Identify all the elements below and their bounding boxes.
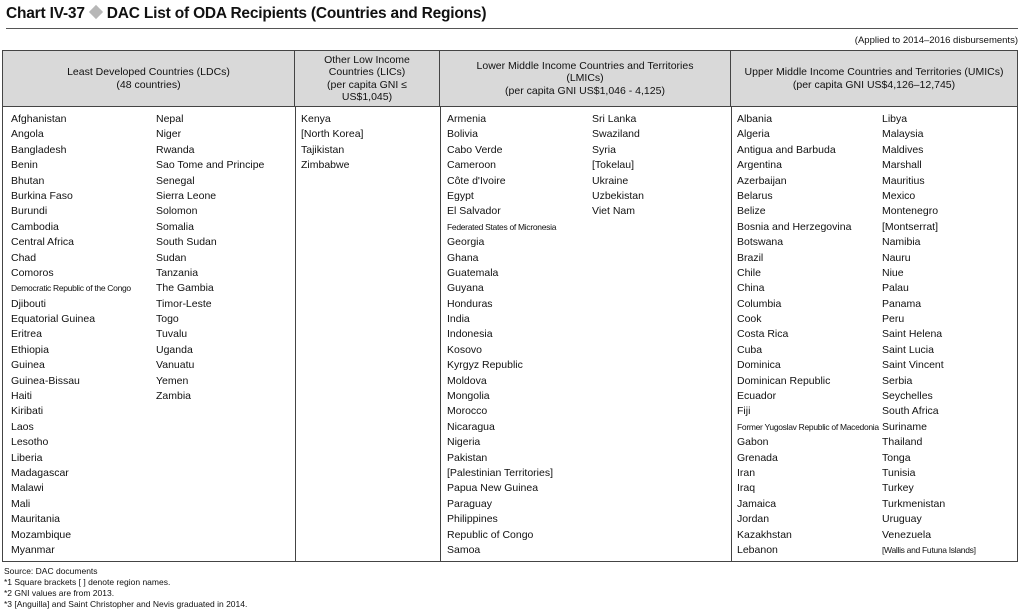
country-name: Albania (737, 113, 773, 125)
country-name: Burkina Faso (11, 189, 73, 202)
country-name: Somalia (156, 220, 194, 233)
country-name: Zambia (156, 390, 192, 403)
country-name: Nicaragua (447, 420, 495, 433)
lmic-column-1 (447, 112, 556, 558)
country-name: Palau (882, 282, 909, 295)
country-name: Belarus (737, 189, 773, 202)
country-name: Armenia (447, 113, 487, 125)
country-name: Togo (156, 313, 179, 326)
country-name: Kyrgyz Republic (447, 359, 523, 372)
country-name: Timor-Leste (156, 297, 212, 310)
country-name: Jordan (737, 513, 770, 526)
country-name: Ethiopia (11, 343, 49, 356)
country-name: Papua New Guinea (447, 482, 539, 495)
country-name: Cabo Verde (447, 143, 503, 156)
country-name: Mali (11, 497, 31, 510)
country-name: Tuvalu (156, 328, 188, 341)
country-name: Democratic Republic of the Congo (11, 283, 131, 294)
country-name: Uruguay (882, 513, 922, 526)
country-name: Tanzania (156, 266, 199, 279)
country-name: El Salvador (447, 205, 501, 218)
country-name: Fiji (737, 405, 751, 418)
country-name: Haiti (11, 390, 33, 403)
country-name: Rwanda (156, 143, 195, 156)
country-name: Panama (882, 297, 922, 310)
country-name: Uzbekistan (592, 189, 644, 202)
country-name: Côte d'Ivoire (447, 174, 506, 187)
country-name: Guinea (11, 359, 45, 372)
title-rule (6, 28, 1018, 29)
country-name: Vanuatu (156, 359, 195, 372)
country-name: Thailand (882, 436, 923, 449)
column-divider (731, 107, 732, 561)
country-name: South Sudan (156, 236, 217, 249)
country-name: Tajikistan (301, 143, 345, 156)
header-lic: Other Low Income Countries (LICs) (per capita GNI ≤ US$1,045) (295, 51, 440, 106)
umic-column-2 (882, 112, 976, 558)
country-name: Malawi (11, 482, 44, 495)
country-name: Afghanistan (11, 113, 67, 125)
footnote-1: *1 Square brackets [ ] denote region names. (4, 577, 171, 587)
country-name: [Palestinian Territories] (447, 466, 554, 479)
footnote-3: *3 [Anguilla] and Saint Christopher and Nevis graduated in 2014. (4, 599, 248, 609)
country-name: Paraguay (447, 497, 492, 510)
country-name: Egypt (447, 189, 474, 202)
country-name: Niue (882, 266, 904, 279)
country-name: Mozambique (11, 528, 72, 541)
country-name: Chad (11, 251, 37, 264)
country-name: Saint Vincent (882, 359, 944, 372)
country-name: Honduras (447, 297, 493, 310)
country-name: Burundi (11, 205, 48, 218)
table-header (3, 51, 1017, 107)
country-name: Peru (882, 313, 905, 326)
country-name: Pakistan (447, 451, 488, 464)
country-name: Kenya (301, 113, 331, 125)
country-name: Bhutan (11, 174, 45, 187)
country-name: Guinea-Bissau (11, 374, 80, 387)
country-name: [Wallis and Futuna Islands] (882, 544, 976, 555)
country-name: Angola (11, 128, 44, 141)
country-name: Turkmenistan (882, 497, 946, 510)
country-name: Sri Lanka (592, 113, 637, 125)
country-name: Uganda (156, 343, 193, 356)
chart-title (6, 5, 486, 23)
country-name: Lebanon (737, 543, 778, 556)
country-name: India (447, 313, 470, 326)
country-name: Niger (156, 128, 182, 141)
country-name: Kazakhstan (737, 528, 792, 541)
country-name: Philippines (447, 513, 498, 526)
country-name: Comoros (11, 266, 54, 279)
country-name: Venezuela (882, 528, 932, 541)
country-name: Senegal (156, 174, 195, 187)
country-name: Kosovo (447, 343, 483, 356)
country-name: Saint Lucia (882, 343, 934, 356)
country-name: Ukraine (592, 174, 629, 187)
country-name: Eritrea (11, 328, 42, 341)
country-name: Guyana (447, 282, 484, 295)
country-name: Maldives (882, 143, 924, 156)
footnote-2: *2 GNI values are from 2013. (4, 588, 115, 598)
country-name: Nepal (156, 113, 184, 125)
header-ldc: Least Developed Countries (LDCs) (48 countries) (3, 51, 295, 106)
country-name: Solomon (156, 205, 198, 218)
country-name: Syria (592, 143, 616, 156)
country-name: Suriname (882, 420, 927, 433)
country-name: Ghana (447, 251, 479, 264)
country-name: Yemen (156, 374, 189, 387)
country-name: Grenada (737, 451, 778, 464)
lic-column (301, 112, 363, 174)
column-divider (440, 107, 441, 561)
country-name: Iraq (737, 482, 756, 495)
country-name: Jamaica (737, 497, 777, 510)
country-name: Viet Nam (592, 205, 635, 218)
applied-note: (Applied to 2014–2016 disbursements) (854, 35, 1018, 46)
country-name: Nigeria (447, 436, 481, 449)
country-name: Benin (11, 159, 38, 172)
header-lmic: Lower Middle Income Countries and Territories (LMICs) (per capita GNI US$1,046 - 4,125) (440, 51, 731, 106)
country-name: Cameroon (447, 159, 497, 172)
lmic-column-2 (592, 112, 644, 220)
footnote-source: Source: DAC documents (4, 566, 98, 576)
country-name: Azerbaijan (737, 174, 787, 187)
country-name: Former Yugoslav Republic of Macedonia (737, 421, 879, 432)
country-name: Antigua and Barbuda (737, 143, 836, 156)
recipients-table (2, 50, 1018, 562)
country-name: Morocco (447, 405, 488, 418)
country-name: Algeria (737, 128, 770, 141)
country-name: Dominican Republic (737, 374, 831, 387)
country-name: Laos (11, 420, 34, 433)
ldc-column-1 (11, 112, 131, 558)
country-name: Iran (737, 466, 756, 479)
country-name: Saint Helena (882, 328, 943, 341)
chart-label: Chart IV-37 (6, 5, 85, 22)
diamond-icon (89, 5, 103, 19)
country-name: Mexico (882, 189, 916, 202)
country-name: Malaysia (882, 128, 924, 141)
country-name: Namibia (882, 236, 921, 249)
country-name: [Montserrat] (882, 220, 939, 233)
country-name: The Gambia (156, 282, 214, 295)
country-name: South Africa (882, 405, 939, 418)
country-name: Ecuador (737, 390, 777, 403)
country-name: Costa Rica (737, 328, 789, 341)
country-name: Moldova (447, 374, 487, 387)
country-name: Bolivia (447, 128, 478, 141)
country-name: Republic of Congo (447, 528, 534, 541)
chart-title-text: DAC List of ODA Recipients (Countries and Regions) (106, 5, 487, 22)
country-name: Bangladesh (11, 143, 67, 156)
country-name: Cuba (737, 343, 763, 356)
footnotes (4, 566, 247, 610)
country-name: Seychelles (882, 390, 933, 403)
country-name: Brazil (737, 251, 764, 264)
country-name: Indonesia (447, 328, 493, 341)
country-name: Lesotho (11, 436, 49, 449)
country-name: Bosnia and Herzegovina (737, 220, 852, 233)
country-name: Libya (882, 113, 908, 125)
country-name: Turkey (882, 482, 914, 495)
country-name: Sierra Leone (156, 189, 217, 202)
country-name: Samoa (447, 543, 481, 556)
country-name: Serbia (882, 374, 913, 387)
umic-column-1 (737, 112, 879, 558)
country-name: Argentina (737, 159, 782, 172)
country-name: Marshall (882, 159, 922, 172)
country-name: Zimbabwe (301, 159, 350, 172)
country-name: Mauritius (882, 174, 925, 187)
country-name: [North Korea] (301, 128, 364, 141)
column-divider (295, 107, 296, 561)
country-name: Tunisia (882, 466, 916, 479)
country-name: Cambodia (11, 220, 59, 233)
country-name: Federated States of Micronesia (447, 221, 557, 232)
country-name: Gabon (737, 436, 769, 449)
country-name: Myanmar (11, 543, 55, 556)
country-name: Columbia (737, 297, 782, 310)
country-name: Equatorial Guinea (11, 313, 96, 326)
country-name: Dominica (737, 359, 781, 372)
country-name: Liberia (11, 451, 43, 464)
country-name: Cook (737, 313, 762, 326)
ldc-column-2 (156, 112, 264, 404)
country-name: Montenegro (882, 205, 939, 218)
country-name: Belize (737, 205, 766, 218)
country-name: Chile (737, 266, 761, 279)
country-name: Central Africa (11, 236, 75, 249)
country-name: Mauritania (11, 513, 61, 526)
country-name: Guatemala (447, 266, 499, 279)
country-name: Sao Tome and Principe (156, 159, 265, 172)
country-name: Nauru (882, 251, 911, 264)
header-umic: Upper Middle Income Countries and Territories (UMICs) (per capita GNI US$4,126–12,745) (744, 66, 1004, 91)
country-name: Kiribati (11, 405, 44, 418)
country-name: [Tokelau] (592, 159, 635, 172)
country-name: Djibouti (11, 297, 47, 310)
country-name: Tonga (882, 451, 911, 464)
country-name: Mongolia (447, 390, 490, 403)
title-bar (6, 3, 1018, 29)
country-name: Sudan (156, 251, 187, 264)
country-name: Botswana (737, 236, 784, 249)
country-name: Swaziland (592, 128, 640, 141)
country-name: China (737, 282, 765, 295)
country-name: Georgia (447, 236, 485, 249)
country-name: Madagascar (11, 466, 69, 479)
